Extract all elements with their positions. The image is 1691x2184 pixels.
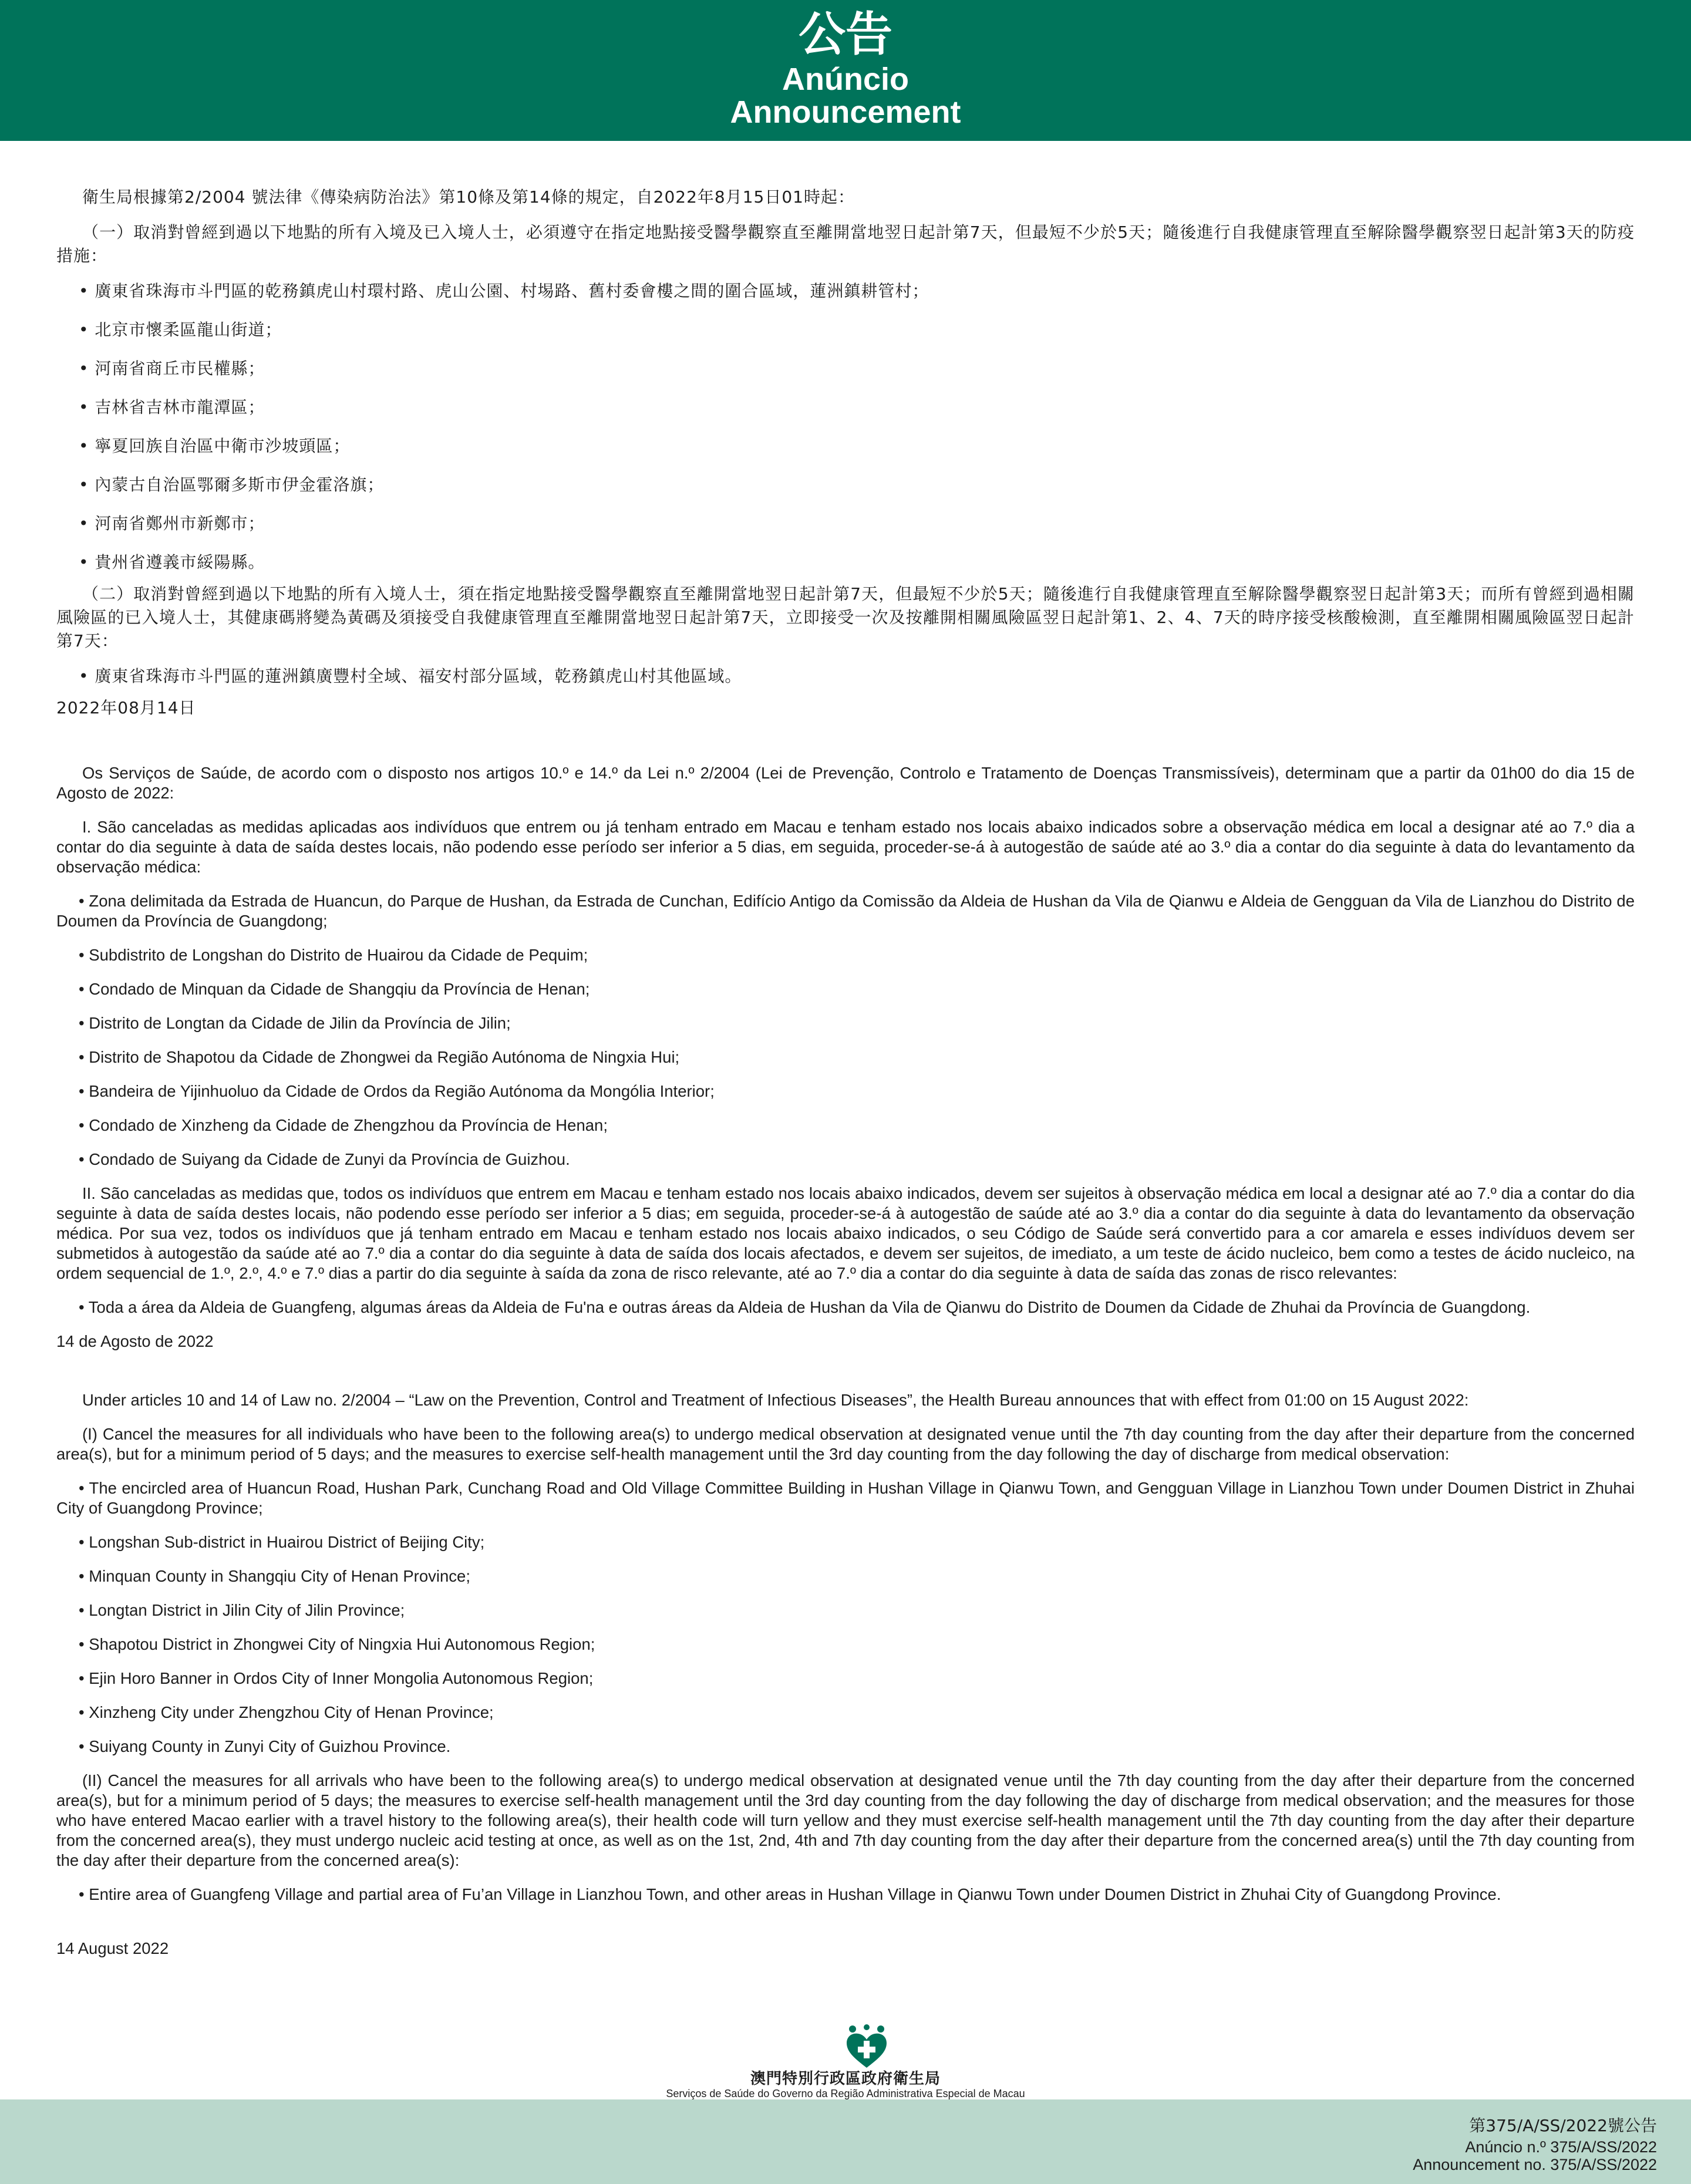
pt-list1-item: • Condado de Xinzheng da Cidade de Zhengzhou da Província de Henan; (79, 1116, 608, 1134)
pt-date: 14 de Agosto de 2022 (56, 1332, 214, 1350)
zh-date: 2022年08月14日 (56, 698, 196, 717)
chinese-section (56, 186, 1635, 720)
zh-list2-item: • 廣東省珠海市斗門區的蓮洲鎮廣豐村全域、福安村部分區域，乾務鎮虎山村其他區域。 (79, 666, 742, 686)
en-list1-item: • Shapotou District in Zhongwei City of Ningxia Hui Autonomous Region; (79, 1635, 595, 1653)
header-title-pt: Anúncio (782, 62, 909, 97)
pt-list1-item: • Condado de Suiyang da Cidade de Zunyi da Província de Guizhou. (79, 1150, 570, 1168)
announcement-header (0, 0, 1691, 141)
reference-number-zh: 第375/A/SS/2022號公告 (1469, 2116, 1657, 2135)
pt-paragraph-2: II. São canceladas as medidas que, todos os indivíduos que entrem em Macau e tenham estado nos locais abaixo indicados, devem ser sujeitos à observação médica em local a designar até ao 7.º dia a contar do dia seguinte à data de saída destes locais, não podendo esse período ser inferior a 5 dias; em seguida, proceder-se-á à autogestão de saúde até ao 3.º dia a contar do dia seguinte à data do levantamento da observação médica. Por sua vez, todos os indivíduos que já tenham entrado em Macau e tenham estado nos locais abaixo indicados, o seu Código de Saúde será convertido para a cor amarela e esses indivíduos devem ser submetidos à autogestão da saúde até ao 7.º dia a contar do dia seguinte à data de saída dos locais afectados, e devem ser sujeitos, de imediato, a um teste de ácido nucleico, bem como a testes de ácido nucleico, na ordem sequencial de 1.º, 2.º, 4.º e 7.º dias a partir do dia seguinte à saída da zona de risco relevante, até ao 7.º dia a contar do dia seguinte à data de saída das zonas de risco relevantes: (56, 1184, 1635, 1282)
zh-list1-item: • 寧夏回族自治區中衛市沙坡頭區； (79, 436, 351, 456)
zh-paragraph-2: （二）取消對曾經到過以下地點的所有入境人士，須在指定地點接受醫學觀察直至離開當地翌日起計第7天，但最短不少於5天；隨後進行自我健康管理直至解除醫學觀察翌日起計第3天；而所有曾經到過相關風險區的已入境人士，其健康碼將變為黃碼及須接受自我健康管理直至離開當地翌日起計第7天，立即接受一次及按離開相關風險區翌日起計第1、2、4、7天的時序接受核酸檢測，直至離開相關風險區翌日起計第7天： (56, 584, 1635, 651)
en-intro: Under articles 10 and 14 of Law no. 2/2004 – “Law on the Prevention, Control and Treatment of Infectious Diseases”, the Health Bureau announces that with effect from 01:00 on 15 August 2022: (82, 1391, 1469, 1409)
zh-intro: 衛生局根據第2/2004 號法律《傳染病防治法》第10條及第14條的規定，自2022年8月15日01時起： (82, 187, 855, 207)
health-bureau-logo-icon (843, 2024, 890, 2069)
english-section (56, 1390, 1635, 1959)
zh-list1-item: • 河南省鄭州市新鄭市； (79, 514, 265, 533)
pt-list1-item: • Subdistrito de Longshan do Distrito de Huairou da Cidade de Pequim; (79, 946, 588, 964)
reference-number-en: Announcement no. 375/A/SS/2022 (1413, 2156, 1657, 2173)
zh-paragraph-1: （一）取消對曾經到過以下地點的所有入境及已入境人士，必須遵守在指定地點接受醫學觀察直至離開當地翌日起計第7天，但最短不少於5天；隨後進行自我健康管理直至解除醫學觀察翌日起計第3天的防疫措施： (56, 223, 1635, 265)
pt-intro: Os Serviços de Saúde, de acordo com o disposto nos artigos 10.º e 14.º da Lei n.º 2/2004 (Lei de Prevenção, Controlo e Tratamento de Doenças Transmissíveis), determinam que a partir da 01h00 do dia 15 de Agosto de 2022: (56, 764, 1635, 802)
pt-paragraph-1: I. São canceladas as medidas aplicadas aos indivíduos que entrem ou já tenham entrado em Macau e tenham estado nos locais abaixo indicados sobre a observação médica em local a designar até ao 7.º dia a contar do dia seguinte à data de saída destes locais, não podendo esse período ser inferior a 5 dias, em seguida, proceder-se-á à autogestão de saúde até ao 3.º dia a contar do dia seguinte à data do levantamento da observação médica: (56, 818, 1635, 876)
header-title-zh: 公告 (799, 7, 892, 62)
en-list1-item: • Minquan County in Shangqiu City of Henan Province; (79, 1567, 470, 1585)
zh-list1-item: • 河南省商丘市民權縣； (79, 359, 265, 378)
en-paragraph-2: (II) Cancel the measures for all arrivals who have been to the following area(s) to undergo medical observation at designated venue until the 7th day counting from the day after their departure from the concerned area(s), but for a minimum period of 5 days; the measures to exercise self-health management until the 3rd day counting from the day following the day of discharge from medical observation; and the measures for those who have entered Macao earlier with a travel history to the following area(s), their health code will turn yellow and they must exercise self-health management until the 7th day counting from the day after their departure from the concerned area(s), they must undergo nucleic acid testing at once, as well as on the 1st, 2nd, 4th and 7th day counting from the day after their departure from the concerned area(s) until the 7th day counting from the day after their departure from the concerned area(s): (56, 1771, 1635, 1869)
en-date: 14 August 2022 (56, 1939, 169, 1957)
en-list1-item: • Suiyang County in Zunyi City of Guizhou Province. (79, 1737, 451, 1755)
organization-name-pt: Serviços de Saúde do Governo da Região Administrativa Especial de Macau (666, 2088, 1025, 2099)
zh-list1-item: • 北京市懷柔區龍山街道； (79, 320, 282, 339)
pt-list1-item: • Distrito de Shapotou da Cidade de Zhongwei da Região Autónoma de Ningxia Hui; (79, 1048, 680, 1066)
zh-list1-item: • 廣東省珠海市斗門區的乾務鎮虎山村環村路、虎山公園、村埸路、舊村委會樓之間的圍合區域，蓮洲鎮耕管村； (79, 281, 929, 301)
en-list1-item: • Longtan District in Jilin City of Jilin Province; (79, 1601, 405, 1619)
portuguese-section (56, 763, 1635, 1351)
pt-list1-item: • Bandeira de Yijinhuoluo da Cidade de Ordos da Região Autónoma da Mongólia Interior; (79, 1082, 715, 1100)
en-list1-item: • The encircled area of Huancun Road, Hushan Park, Cunchang Road and Old Village Committee Building in Hushan Village in Qianwu Town, and Gengguan Village in Lianzhou Town under Doumen District in Zhuhai City of Guangdong Province; (56, 1479, 1635, 1517)
zh-list1-item: • 吉林省吉林市龍潭區； (79, 397, 265, 417)
en-list1-item: • Ejin Horo Banner in Ordos City of Inner Mongolia Autonomous Region; (79, 1669, 594, 1687)
en-list1-item: • Xinzheng City under Zhengzhou City of Henan Province; (79, 1703, 494, 1721)
en-paragraph-1: (I) Cancel the measures for all individuals who have been to the following area(s) to undergo medical observation at designated venue until the 7th day counting from the day after their departure from the concerned area(s), but for a minimum period of 5 days; and the measures to exercise self-health management until the 3rd day counting from the day following the day of discharge from medical observation: (56, 1425, 1635, 1463)
header-title-en: Announcement (730, 95, 961, 130)
organization-name-zh: 澳門特別行政區政府衛生局 (750, 2070, 941, 2088)
pt-list1-item: • Condado de Minquan da Cidade de Shangqiu da Província de Henan; (79, 980, 590, 998)
pt-list1-item: • Distrito de Longtan da Cidade de Jilin da Província de Jilin; (79, 1014, 511, 1032)
en-list2-item: • Entire area of Guangfeng Village and partial area of Fu’an Village in Lianzhou Town, and other areas in Hushan Village in Qianwu Town under Doumen District in Zhuhai City of Guangdong Province. (79, 1885, 1501, 1903)
zh-list1-item: • 內蒙古自治區鄂爾多斯市伊金霍洛旗； (79, 475, 385, 494)
pt-list2-item: • Toda a área da Aldeia de Guangfeng, algumas áreas da Aldeia de Fu'na e outras áreas da Aldeia de Hushan da Vila de Qianwu do Distrito de Doumen da Cidade de Zhuhai da Província de Guangdong. (79, 1298, 1531, 1316)
announcement-body (56, 186, 1635, 1959)
announcement-footer (0, 2099, 1691, 2184)
zh-list1-item: • 貴州省遵義市綏陽縣。 (79, 552, 265, 572)
en-list1-item: • Longshan Sub-district in Huairou District of Beijing City; (79, 1533, 485, 1551)
reference-number-pt: Anúncio n.º 375/A/SS/2022 (1465, 2138, 1657, 2156)
pt-list1-item: • Zona delimitada da Estrada de Huancun, do Parque de Hushan, da Estrada de Cunchan, Edifício Antigo da Comissão da Aldeia de Hushan da Vila de Qianwu e Aldeia de Gengguan da Vila de Lianzhou do Distrito de Doumen da Província de Guangdong; (56, 892, 1635, 930)
